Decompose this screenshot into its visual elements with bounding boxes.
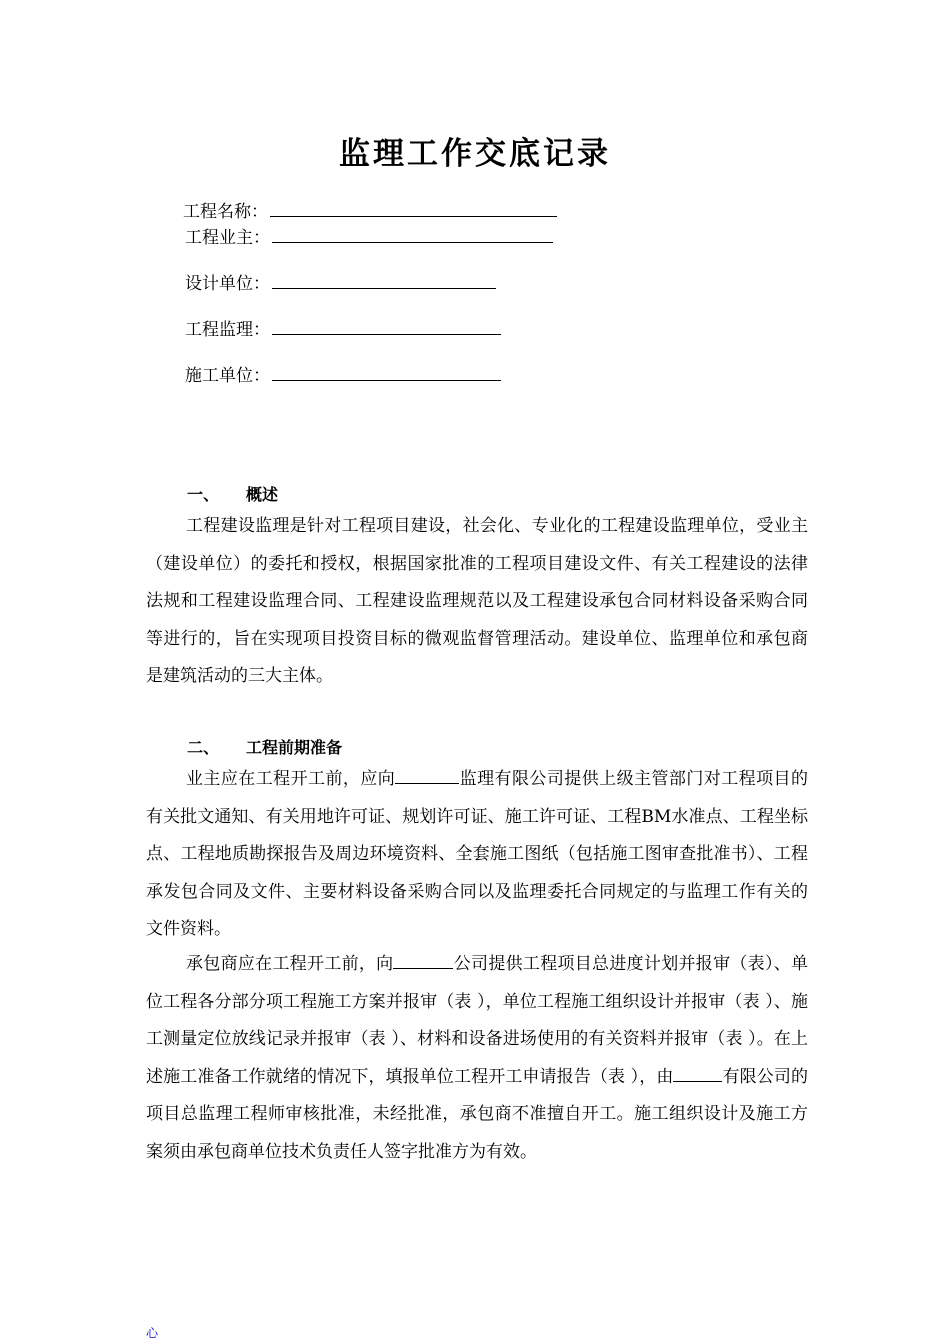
section-number: 二、	[187, 738, 220, 757]
text-run: 有限公司的项目总监理工程师审核批准，未经批准，承包商不准擅自开工。施工组织设计及施工方案须由承包商单位技术负责任人签字批准方为有效。	[146, 1066, 809, 1162]
paragraph-contractor-obligations	[146, 946, 808, 1171]
field-label: 工程名称：	[183, 202, 268, 222]
paragraph-overview: 工程建设监理是针对工程项目建设，社会化、专业化的工程建设监理单位，受业主（建设单位）的委托和授权，根据国家批准的工程项目建设文件、有关工程建设的法律法规和工程建设监理合同、工程建设监理规范以及工程建设承包合同材料设备采购合同等进行的，旨在实现项目投资目标的微观监督管理活动。建设单位、监理单位和承包商是建筑活动的三大主体。	[146, 516, 808, 686]
field-construction-unit	[185, 364, 501, 387]
footer-text: 心	[146, 1326, 159, 1340]
fill-in-blank[interactable]	[395, 768, 459, 784]
field-label: 施工单位：	[185, 366, 270, 386]
section-heading-preparation	[187, 735, 342, 758]
fill-in-line[interactable]	[272, 318, 501, 335]
paragraph-owner-obligations	[146, 761, 808, 949]
field-project-name	[183, 200, 557, 223]
section-title: 概述	[246, 485, 279, 504]
fill-in-line[interactable]	[272, 364, 501, 381]
section-title: 工程前期准备	[246, 738, 343, 757]
field-label: 设计单位：	[185, 274, 270, 294]
field-label: 工程监理：	[185, 320, 270, 340]
section-heading-overview	[187, 482, 278, 505]
fill-in-blank[interactable]	[673, 1066, 722, 1082]
section-number: 一、	[187, 485, 220, 504]
field-project-owner	[185, 226, 553, 249]
document-title: 监理工作交底记录	[339, 136, 611, 172]
text-run: 监理有限公司提供上级主管部门对工程项目的有关批文通知、有关用地许可证、规划许可证、施工许可证、工程BM水准点、工程坐标点、工程地质勘探报告及周边环境资料、全套施工图纸（包括施工图审查批准书）、工程承发包合同及文件、主要材料设备采购合同以及监理委托合同规定的与监理工作有关的文件资料。	[146, 769, 808, 939]
fill-in-line[interactable]	[272, 226, 553, 243]
text-run: 业主应在工程开工前，应向	[186, 769, 396, 789]
text-run: 公司提供工程项目总进度计划并报审（表）、单位工程各分部分项工程施工方案并报审（表 ），单位工程施工组织设计并报审（表 ）、施工测量定位放线记录并报审（表 ）、材料和设备进场使用的有关资料并报审（表 ）。在上述施工准备工作就绪的情况下，填报单位工程开工申请报告（表 ），由	[146, 954, 809, 1087]
fill-in-blank[interactable]	[393, 953, 453, 969]
field-design-unit	[185, 272, 496, 295]
fill-in-line[interactable]	[270, 200, 557, 217]
text-run: 承包商应在工程开工前，向	[186, 954, 394, 974]
field-label: 工程业主：	[185, 228, 270, 248]
fill-in-line[interactable]	[272, 272, 496, 289]
field-supervisor	[185, 318, 501, 341]
